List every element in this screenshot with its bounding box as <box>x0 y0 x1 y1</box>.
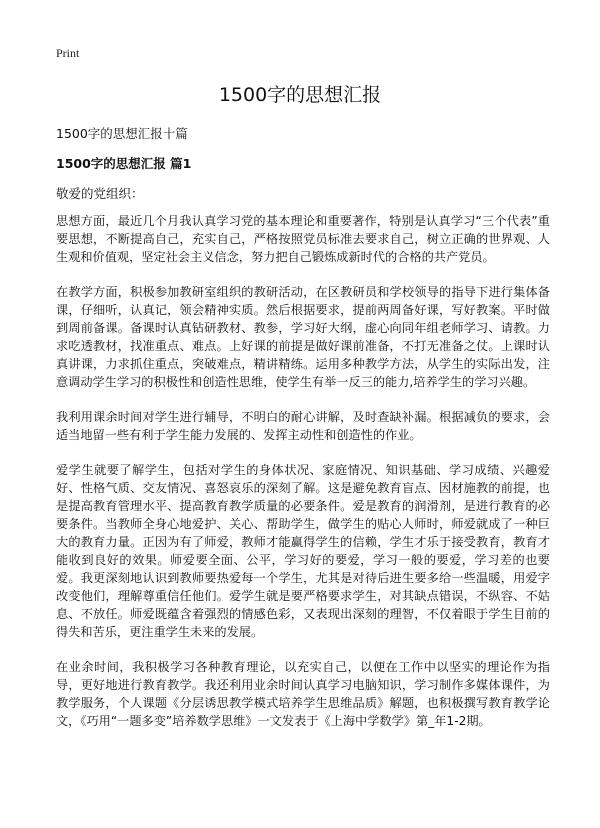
print-link[interactable]: Print <box>56 46 80 60</box>
document-subtitle: 1500字的思想汇报十篇 <box>56 126 188 141</box>
paragraph-ideology: 思想方面，最近几个月我认真学习党的基本理论和重要著作，特别是认真学习“三个代表”重要思想，不断提高自己，充实自己，严格按照党员标准去要求自己，树立正确的世界观、人生观和价值观，坚定社会主义信念，努力把自己锻炼成新时代的合格的共产党员。 <box>56 214 550 264</box>
paragraph-caring-students: 爱学生就要了解学生，包括对学生的身体状况、家庭情况、知识基础、学习成绩、兴趣爱好、性格气质、交友情况、喜怒哀乐的深刻了解。这是避免教育盲点、因材施教的前提，也是提高教育管理水平、提高教育教学质量的必要条件。爱是教育的润滑剂，是进行教育的必要条件。当教师全身心地爱护、关心、帮助学生，做学生的贴心人师时，师爱就成了一种巨大的教育力量。正因为有了师爱，教师才能赢得学生的信赖，学生才乐于接受教育，教育才能收到良好的效果。师爱要全面、公平，学习好的要爱，学习一般的要爱，学习差的也要爱。我更深刻地认识到教师要热爱每一个学生，尤其是对待后进生要多给一些温暖，用爱字改变他们，理解尊重信任他们。爱学生就是要严格要求学生，对其缺点错误，不纵容、不姑息、不放任。师爱既蕴含着强烈的情感色彩，又表现出深刻的理智，不仅着眼于学生目前的得失和苦乐，更注重学生未来的发展。 <box>56 463 550 639</box>
salutation: 敬爱的党组织： <box>56 186 144 201</box>
document-body <box>56 212 550 747</box>
document-title: 1500字的思想汇报 <box>218 84 382 106</box>
paragraph-tutoring: 我利用课余时间对学生进行辅导，不明白的耐心讲解，及时查缺补漏。根据减负的要求，会适当地留一些有利于学生能力发展的、发挥主动性和创造性的作业。 <box>56 410 550 442</box>
paragraph-self-study: 在业余时间，我积极学习各种教育理论，以充实自己，以便在工作中以坚实的理论作为指导，更好地进行教育教学。我还利用业余时间认真学习电脑知识，学习制作多媒体课件，为教学服务，个人课题《分层诱思教学模式培养学生思维品质》解题，也积极撰写教育教学论文，《巧用“一题多变”培养数学思维》一文发表于《上海中学数学》第_年1-2期。 <box>56 660 550 728</box>
paragraph-teaching: 在教学方面，积极参加教研室组织的教研活动，在区教研员和学校领导的指导下进行集体备课，仔细听，认真记，领会精神实质。然后根据要求，提前两周备好课，写好教案。平时做到周前备课。备课时认真钻研教材、教参，学习好大纲，虚心向同年组老师学习、请教。力求吃透教材，找准重点、难点。上好课的前提是做好课前准备，不打无准备之仗。上课时认真讲课，力求抓住重点，突破难点，精讲精练。运用多种教学方法，从学生的实际出发，注意调动学生学习的积极性和创造性思维，使学生有举一反三的能力,培养学生的学习兴趣。 <box>56 285 550 389</box>
section-heading: 1500字的思想汇报 篇1 <box>56 156 192 171</box>
